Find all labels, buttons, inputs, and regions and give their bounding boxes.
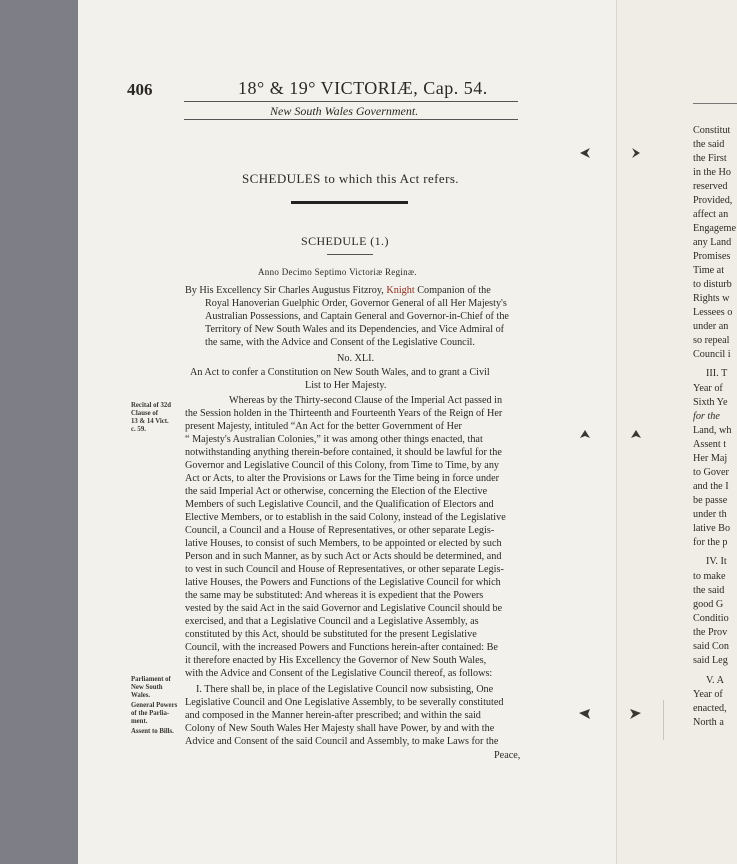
right-line: lative Bo [693, 523, 731, 534]
section-line: Colony of New South Wales Her Majesty shall have Power, by and with the [185, 723, 495, 734]
whereas-line: “ Majesty's Australian Colonies,” it was among other things enacted, that [185, 434, 483, 445]
right-line: Engageme [693, 223, 736, 234]
section-line: I. There shall be, in place of the Legislative Council now subsisting, One [196, 684, 494, 695]
whereas-line: exercised, and that a Legislative Council and a Legislative Assembly, as [185, 616, 479, 627]
margin-note-line: of the Parlia- [131, 710, 170, 717]
right-line: for the [693, 411, 720, 422]
whereas-line: Whereas by the Thirty-second Clause of the Imperial Act passed in [229, 395, 503, 406]
margin-note-line: Wales. [131, 692, 151, 699]
margin-note-line: Assent to Bills. [131, 728, 174, 735]
right-line: the said [693, 585, 725, 596]
right-line: Constitut [693, 125, 731, 136]
right-line: Her Maj [693, 453, 728, 464]
whereas-line: the said Imperial Act or otherwise, concerning the Election of the Elective [185, 486, 488, 497]
right-line: Sixth Ye [693, 397, 728, 408]
page-crease [663, 700, 664, 740]
preamble-line: Royal Hanoverian Guelphic Order, Governor General of all Her Majesty's [205, 298, 507, 309]
whereas-line: it therefore enacted by His Excellency the Governor of New South Wales, [185, 655, 487, 666]
right-line: III. T [706, 368, 728, 379]
margin-note-line: Recital of 32d [131, 402, 172, 409]
right-line: Year of [693, 689, 723, 700]
whereas-line: Council, with the increased Powers and Functions herein-after contained: Be [185, 642, 498, 653]
right-line: V. A [706, 675, 724, 686]
preamble-line: the same, with the Advice and Consent of the Legislative Council. [205, 337, 475, 348]
section-line: and composed in the Manner herein-after prescribed; and within the said [185, 710, 481, 721]
whereas-line: Council, a Council and a House of Representatives, or other separate Legis- [185, 525, 495, 536]
whereas-line: Elective Members, or to establish in the said Colony, instead of the Legislative [185, 512, 506, 523]
binding-hole-mark [579, 709, 590, 719]
whereas-line: Act or Acts, to alter the Provisions or Laws for the Time being in force under [185, 473, 500, 484]
right-line: said Leg [693, 655, 728, 666]
right-line: Conditio [693, 613, 729, 624]
whereas-line: the Session holden in the Thirteenth and Fourteenth Years of the Reign of Her [185, 408, 503, 419]
section-line: Legislative Council and One Legislative Assembly, to be severally constituted [185, 697, 504, 708]
gutter-marks [578, 146, 648, 746]
right-line: North a [693, 717, 724, 728]
whereas-line: Person and in such Manner, as by such Act or Acts should be determined, and [185, 551, 502, 562]
right-line: affect an [693, 209, 729, 220]
preamble-line: Territory of New South Wales and its Dependencies, and Vice Admiral of [205, 324, 505, 335]
schedule-rule [327, 254, 373, 255]
whereas-line: present Majesty, intituled “An Act for the better Government of Her [185, 421, 462, 432]
margin-note-line: General Powers [131, 702, 178, 709]
right-line: to make [693, 571, 726, 582]
act-title-line: List to Her Majesty. [305, 380, 387, 391]
anno-line: Anno Decimo Septimo Victoriæ Reginæ. [258, 267, 417, 277]
act-title-line: An Act to confer a Constitution on New South Wales, and to grant a Civil [190, 367, 490, 378]
right-line: Provided, [693, 195, 733, 206]
right-line: in the Ho [693, 167, 731, 178]
right-line: for the p [693, 537, 728, 548]
preamble-line: By His Excellency Sir Charles Augustus Fitzroy, Knight Companion of the [185, 285, 491, 296]
whereas-line: vested by the said Act in the said Governor and Legislative Council should be [185, 603, 503, 614]
margin-note-line: 13 & 14 Vict. [131, 418, 169, 425]
catchword: Peace, [494, 750, 521, 761]
red-word: Knight [386, 285, 415, 296]
margin-note-line: ment. [131, 718, 148, 725]
right-line: Lessees o [693, 307, 733, 318]
binding-hole-mark [632, 148, 640, 158]
whereas-line: lative Houses, to consist of such Members, to be appointed or elected by such [185, 538, 502, 549]
heading-rule [291, 201, 408, 204]
right-line: any Land [693, 237, 732, 248]
whereas-line: constituted by this Act, should be substituted for the present Legislative [185, 629, 477, 640]
right-line: under an [693, 321, 729, 332]
right-line: the said [693, 139, 725, 150]
right-line: and the I [693, 481, 729, 492]
whereas-line: to vest in such Council and House of Representatives, or other separate Legis- [185, 564, 504, 575]
schedule-label: SCHEDULE (1.) [301, 234, 389, 248]
section-line: Advice and Consent of the said Council and Assembly, to make Laws for the [185, 736, 499, 747]
right-line: the First [693, 153, 727, 164]
right-line: to Gover [693, 467, 729, 478]
margin-note-line: Parliament of [131, 676, 171, 683]
whereas-line: with the Advice and Consent of the Legislative Council thereof, as follows: [185, 668, 493, 679]
running-title: 18° & 19° VICTORIÆ, Cap. 54. [238, 78, 488, 98]
right-line: Promises [693, 251, 731, 262]
margin-note-line: Clause of [131, 410, 158, 417]
whereas-line: notwithstanding anything therein-before contained, it should be lawful for the [185, 447, 502, 458]
right-line: said Con [693, 641, 729, 652]
binding-hole-mark [631, 430, 641, 438]
subtitle: New South Wales Government. [270, 104, 419, 118]
binding-hole-mark [630, 709, 641, 719]
right-line: so repeal [693, 335, 730, 346]
right-line: to disturb [693, 279, 732, 290]
whereas-line: lative Houses, the Powers and Functions of the Legislative Council for which [185, 577, 501, 588]
right-line: Rights w [693, 293, 730, 304]
right-line: enacted, [693, 703, 727, 714]
right-line: Land, wh [693, 425, 732, 436]
right-line: Time at [693, 265, 725, 276]
header-rule-bottom [184, 119, 518, 120]
right-line: Assent t [693, 439, 727, 450]
whereas-line: Governor and Legislative Council of this Colony, from Time to Time, by any [185, 460, 500, 471]
right-line: the Prov [693, 627, 728, 638]
right-line: Year of [693, 383, 723, 394]
page-number: 406 [127, 80, 153, 99]
right-line: IV. It [706, 556, 727, 567]
preamble-line: Australian Possessions, and Captain General and Governor-in-Chief of the [205, 311, 509, 322]
whereas-line: the same may be substituted: And whereas it is expedient that the Powers [185, 590, 484, 601]
margin-note-line: c. 59. [131, 426, 146, 433]
binding-hole-mark [580, 148, 590, 158]
act-number: No. XLI. [337, 353, 375, 364]
right-header-rule [693, 103, 737, 104]
right-line: Council i [693, 349, 731, 360]
whereas-line: Members of such Legislative Council, and the Qualification of Electors and [185, 499, 494, 510]
right-line: good G [693, 599, 724, 610]
right-line: be passe [693, 495, 728, 506]
header-rule-top [184, 101, 518, 102]
margin-note-line: New South [131, 684, 163, 691]
schedules-heading: SCHEDULES to which this Act refers. [242, 171, 459, 186]
right-line: reserved [693, 181, 728, 192]
right-line: under th [693, 509, 727, 520]
binding-hole-mark [580, 430, 590, 438]
